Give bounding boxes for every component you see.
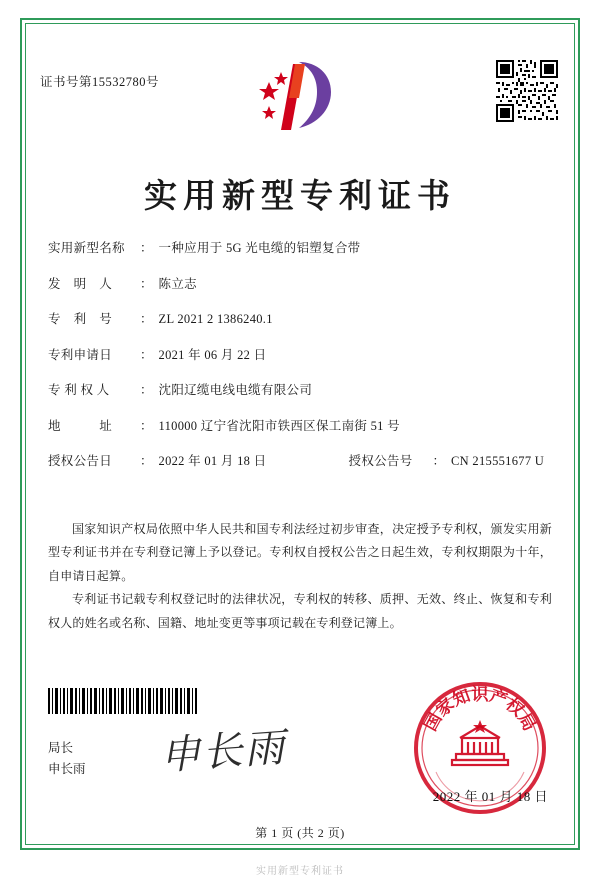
field-value: 沈阳辽缆电线电缆有限公司 <box>158 383 313 397</box>
signature-block <box>48 738 86 781</box>
field-value: 2022 年 01 月 18 日 <box>158 454 267 468</box>
field-label: 专利申请日 <box>48 347 113 362</box>
field-colon: ： <box>140 347 153 362</box>
field-label: 授权公告日 <box>48 454 113 468</box>
field-label: 专 利 号 <box>48 312 113 326</box>
field-colon: ： <box>140 418 153 433</box>
body-paragraph-1: 国家知识产权局依照中华人民共和国专利法经过初步审查，决定授予专利权，颁发实用新型专利证书并在专利登记簿上予以登记。专利权自授权公告之日起生效，专利权期限为十年，自申请日起算。 <box>48 522 552 583</box>
field-value: 一种应用于 5G 光电缆的铝塑复合带 <box>158 241 361 255</box>
body-paragraph-2: 专利证书记载专利权登记时的法律状况，专利权的转移、质押、无效、终止、恢复和专利权人的姓名或名称、国籍、地址变更等事项记载在专利登记簿上。 <box>48 592 552 630</box>
certificate-number: 证书号第15532780号 <box>40 75 160 89</box>
field-row-pair <box>48 455 552 468</box>
signature-name: 申长雨 <box>48 762 86 777</box>
field-colon: ： <box>140 312 153 326</box>
field-label: 发 明 人 <box>48 276 113 291</box>
body-text <box>48 518 552 635</box>
field-value: ZL 2021 2 1386240.1 <box>158 312 273 326</box>
field-colon: ： <box>140 241 153 255</box>
field-row <box>48 420 552 433</box>
field-colon: ： <box>140 276 153 291</box>
field-value: 陈立志 <box>158 276 197 291</box>
field-row <box>48 242 552 255</box>
qr-code-icon <box>496 60 558 122</box>
field-label-secondary: 授权公告号 <box>348 454 413 468</box>
field-row <box>48 384 552 397</box>
field-colon: ： <box>432 454 446 468</box>
patent-office-logo-icon <box>255 58 345 136</box>
svg-text:国家知识产权局: 国家知识产权局 <box>420 685 540 735</box>
field-label: 实用新型名称 <box>48 241 125 255</box>
field-colon: ： <box>140 383 153 397</box>
field-label: 地 址 <box>48 418 113 433</box>
field-row <box>48 349 552 362</box>
field-colon: ： <box>140 454 153 468</box>
field-value-secondary: CN 215551677 U <box>451 454 545 468</box>
field-row <box>48 313 552 326</box>
page-title: 实用新型专利证书 <box>144 176 456 215</box>
seal-date: 2022 年 01 月 18 日 <box>432 789 548 804</box>
signature-handwriting: 申长雨 <box>158 724 288 780</box>
page-number: 第 1 页 (共 2 页) <box>255 826 345 840</box>
field-value: 2021 年 06 月 22 日 <box>158 347 267 362</box>
signature-role: 局长 <box>48 741 74 755</box>
field-value: 110000 辽宁省沈阳市铁西区保工南街 51 号 <box>158 418 400 433</box>
field-label: 专 利 权 人 <box>48 383 110 397</box>
barcode-icon <box>48 688 198 714</box>
field-row <box>48 278 552 291</box>
fields-list <box>48 242 552 491</box>
footer-faint-text: 实用新型专利证书 <box>256 866 344 877</box>
